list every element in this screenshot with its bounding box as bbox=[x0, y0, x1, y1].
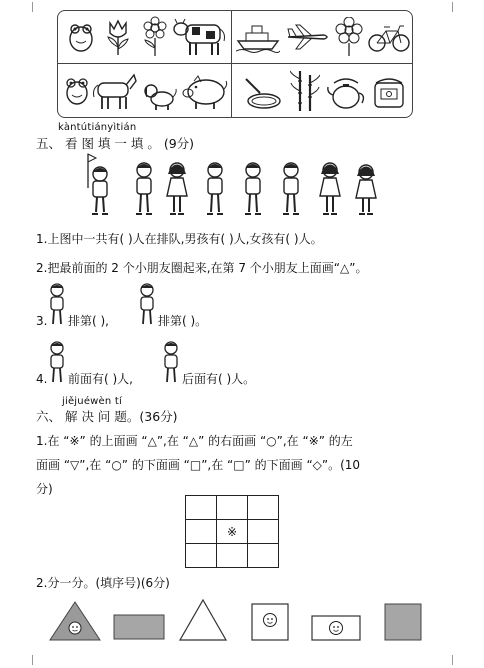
crop-mark-tl bbox=[22, 2, 33, 12]
grid-cell[interactable] bbox=[248, 544, 279, 568]
section5-question-4-number: 4. bbox=[36, 372, 48, 386]
section5-question-4-first: 前面有( )人, bbox=[68, 372, 133, 386]
section5-question-3-second: 排第( )。 bbox=[158, 314, 208, 328]
shape-2-gray-rectangle bbox=[113, 614, 165, 640]
rice-cooker-icon bbox=[372, 73, 406, 111]
blossom-icon bbox=[334, 17, 364, 57]
kid-girl bbox=[352, 162, 380, 218]
ship-icon bbox=[236, 21, 280, 53]
pan-icon bbox=[242, 77, 282, 111]
grid-cell[interactable] bbox=[248, 496, 279, 520]
horse-icon bbox=[88, 71, 138, 111]
section5-pinyin: kàntútiányìtián bbox=[58, 122, 137, 133]
crop-mark-bl bbox=[22, 655, 33, 665]
grid-cell[interactable] bbox=[217, 544, 248, 568]
teapot-icon bbox=[326, 75, 366, 111]
grid-cell[interactable] bbox=[186, 544, 217, 568]
kid-boy bbox=[278, 160, 304, 218]
kid-boy-icon bbox=[46, 282, 68, 328]
shape-5-rectangle-face bbox=[311, 615, 361, 641]
kid-boy-icon bbox=[136, 282, 158, 328]
section6-question-1-line-1: 1.在 “※” 的上面画 “△”,在 “△” 的右面画 “○”,在 “※” 的左 bbox=[36, 434, 353, 448]
grid-cell[interactable] bbox=[217, 496, 248, 520]
section6-pinyin: jiějuéwèn tí bbox=[62, 396, 122, 407]
pig-icon bbox=[180, 73, 228, 111]
kid-boy bbox=[240, 160, 266, 218]
section6-heading: 六、 解 决 问 题。(36分) bbox=[36, 409, 178, 424]
airplane-icon bbox=[286, 23, 330, 51]
section5-question-2: 2.把最前面的 2 个小朋友圈起来,在第 7 个小朋友上面画“△”。 bbox=[36, 261, 368, 275]
kid-boy bbox=[202, 160, 228, 218]
crop-mark-br bbox=[452, 655, 463, 665]
bicycle-icon bbox=[368, 23, 410, 53]
grid-cell-center-mark[interactable]: ※ bbox=[217, 520, 248, 544]
frog-icon bbox=[64, 19, 98, 55]
kid-boy-with-flag bbox=[82, 152, 112, 218]
tulip-icon bbox=[104, 17, 132, 57]
section5-question-3-number: 3. bbox=[36, 314, 48, 328]
section5-question-3-first: 排第( ), bbox=[68, 314, 109, 328]
grid-cell[interactable] bbox=[248, 520, 279, 544]
grid-cell[interactable] bbox=[186, 496, 217, 520]
kid-girl bbox=[163, 160, 191, 218]
kid-boy-icon bbox=[160, 340, 182, 386]
flower-icon bbox=[140, 16, 170, 58]
kid-girl bbox=[316, 160, 344, 218]
shape-1-gray-triangle-face bbox=[48, 600, 102, 642]
picture-box bbox=[57, 10, 413, 118]
section5-question-1: 1.上图中一共有( )人在排队,男孩有( )人,女孩有( )人。 bbox=[36, 232, 323, 246]
bamboo-icon bbox=[290, 69, 320, 113]
kid-boy-icon bbox=[46, 340, 68, 386]
section5-question-4-second: 后面有( )人。 bbox=[182, 372, 256, 386]
shape-4-square-face bbox=[251, 603, 289, 641]
section6-question-1-line-2: 面画 “▽”,在 “○” 的下面画 “□”,在 “□” 的下面画 “◇”。(10 bbox=[36, 458, 361, 472]
dog-icon bbox=[142, 79, 178, 111]
section5-heading: 五、 看 图 填 一 填 。 (9分) bbox=[36, 136, 195, 151]
section6-question-2: 2.分一分。(填序号)(6分) bbox=[36, 576, 170, 590]
drawing-grid bbox=[185, 495, 279, 568]
section6-question-1-line-3: 分) bbox=[36, 482, 53, 496]
grid-cell[interactable] bbox=[186, 520, 217, 544]
cow-icon bbox=[172, 17, 228, 57]
shape-3-triangle bbox=[178, 598, 228, 642]
crop-mark-tr bbox=[452, 2, 463, 12]
kid-boy bbox=[131, 160, 157, 218]
shape-6-gray-square bbox=[384, 603, 422, 641]
